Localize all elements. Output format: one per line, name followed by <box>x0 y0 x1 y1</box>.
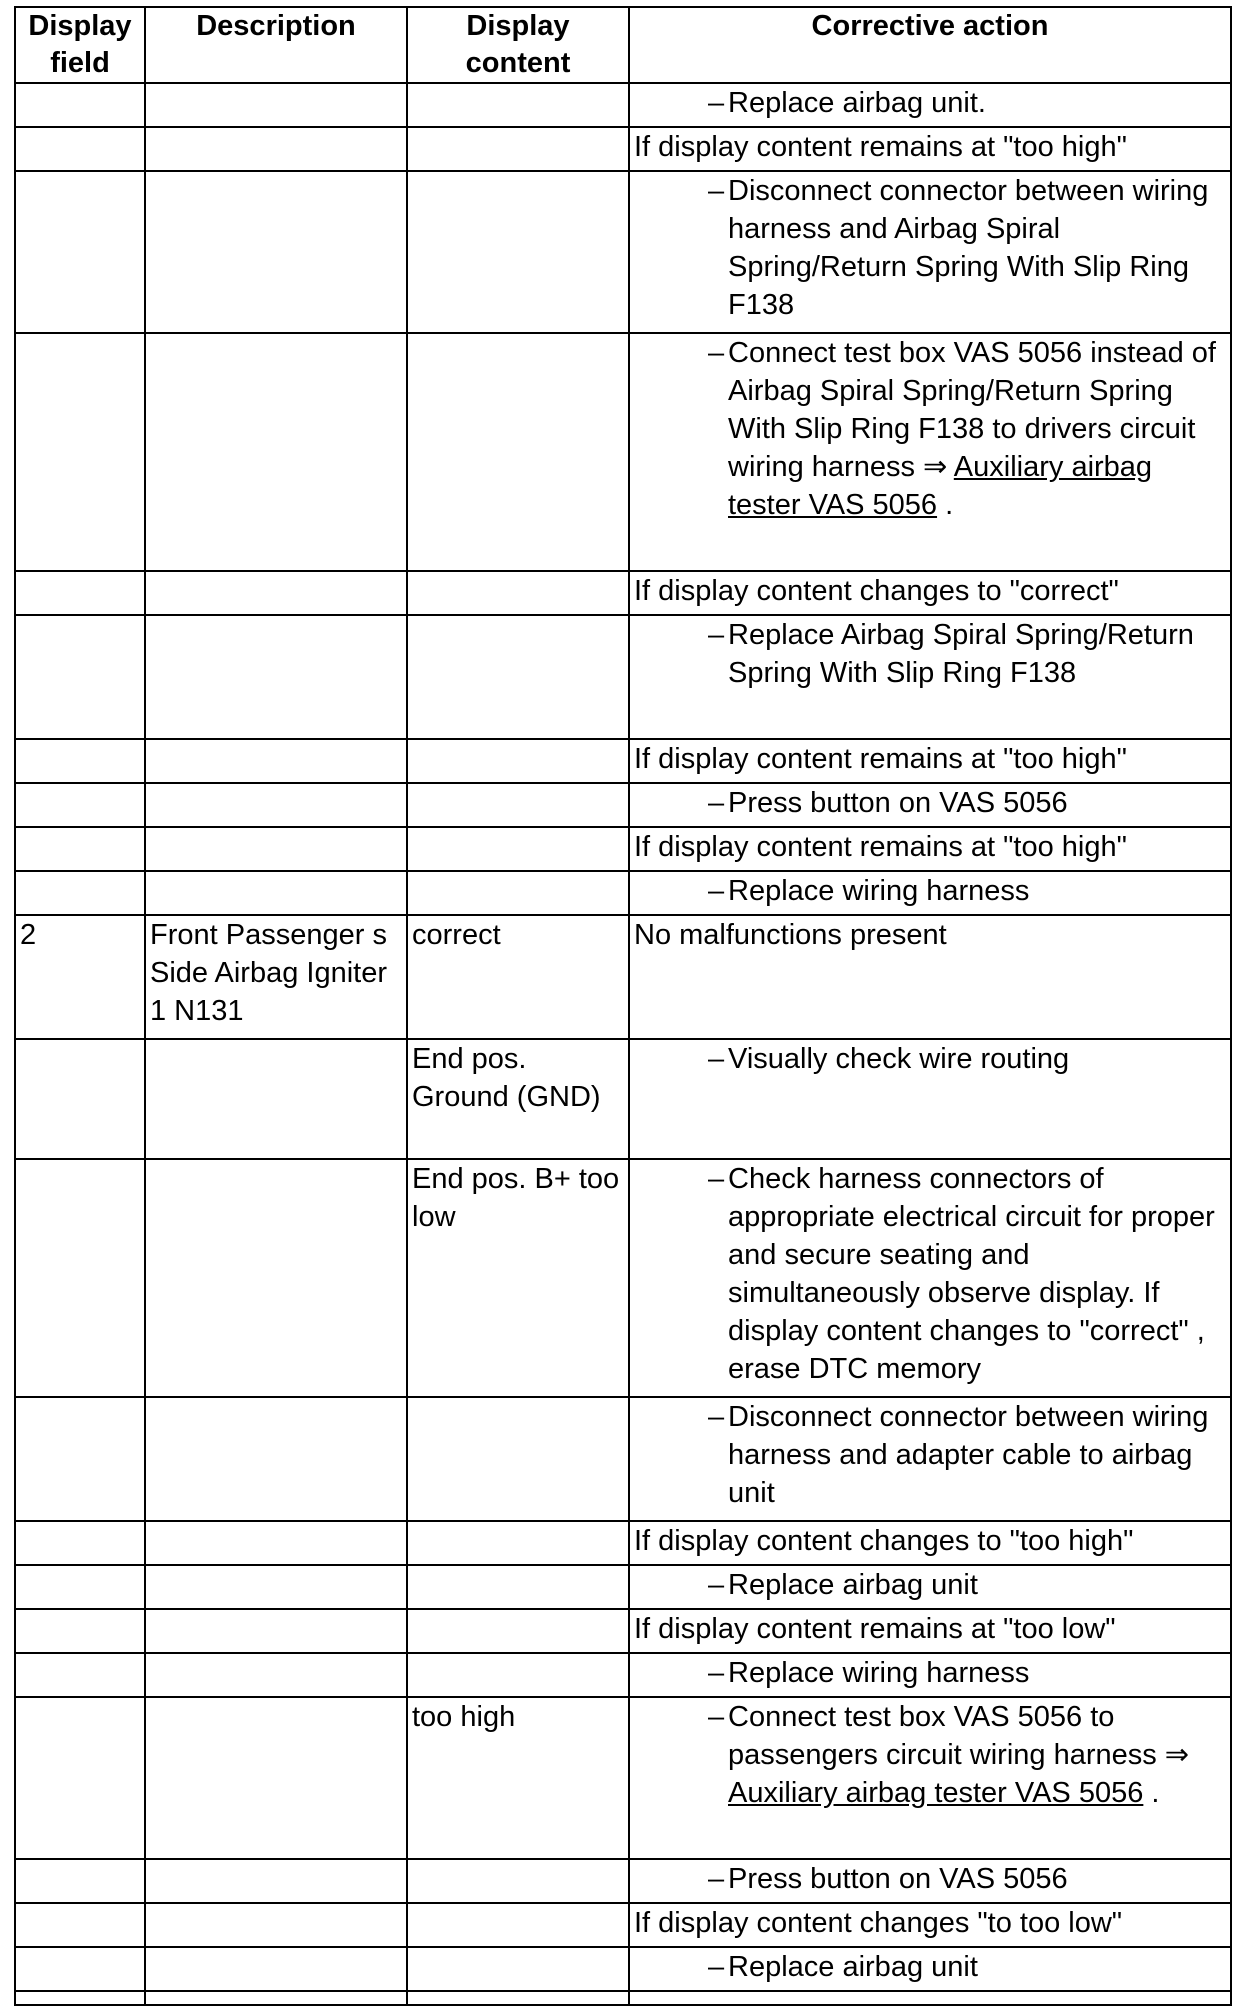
action-text: Press button on VAS 5056 <box>728 787 1068 819</box>
table-row <box>15 1159 1231 1397</box>
table-row <box>15 615 1231 739</box>
description-cell <box>145 615 407 739</box>
display-field-cell <box>15 83 145 127</box>
table-row <box>15 915 1231 1039</box>
display-content-cell <box>407 333 629 571</box>
table-row <box>15 871 1231 915</box>
description-cell <box>145 739 407 783</box>
action-text: If display content remains at "too low" <box>634 1613 1116 1645</box>
corrective-action-cell <box>629 1991 1231 2005</box>
step-dash: – <box>708 1043 725 1075</box>
display-field-cell: 2 <box>15 915 145 1039</box>
description-cell <box>145 1859 407 1903</box>
step-dash: – <box>708 1863 725 1895</box>
description-cell <box>145 127 407 171</box>
description-cell <box>145 827 407 871</box>
description-cell <box>145 1947 407 1991</box>
description-cell <box>145 1039 407 1159</box>
header-description: Description <box>145 7 407 83</box>
action-text: Replace airbag unit <box>728 1569 978 1601</box>
step-dash: – <box>708 175 725 207</box>
display-field-cell <box>15 171 145 333</box>
description-cell <box>145 1521 407 1565</box>
display-content-cell <box>407 615 629 739</box>
step-dash: – <box>708 1569 725 1601</box>
step-dash: – <box>708 1401 725 1433</box>
display-content-cell <box>407 571 629 615</box>
table-row <box>15 571 1231 615</box>
table-row <box>15 127 1231 171</box>
action-text: If display content changes to "too high" <box>634 1525 1134 1557</box>
display-content-cell <box>407 1397 629 1521</box>
description-cell <box>145 83 407 127</box>
display-field-cell <box>15 1609 145 1653</box>
display-content-cell <box>407 739 629 783</box>
display-content-cell <box>407 83 629 127</box>
step-dash: – <box>708 1657 725 1689</box>
description-cell <box>145 1697 407 1859</box>
display-content-cell <box>407 1859 629 1903</box>
table-row <box>15 1565 1231 1609</box>
description-cell <box>145 1159 407 1397</box>
action-text: Replace airbag unit. <box>728 87 986 119</box>
header-corrective-action: Corrective action <box>629 7 1231 83</box>
table-header-row <box>15 7 1231 83</box>
corrective-action-cell <box>629 1947 1231 1991</box>
display-field-cell <box>15 1947 145 1991</box>
action-text: If display content remains at "too high" <box>634 743 1127 775</box>
description-cell <box>145 1397 407 1521</box>
description-cell <box>145 1609 407 1653</box>
auxiliary-tester-link[interactable]: Auxiliary airbag tester VAS 5056 <box>728 1777 1144 1809</box>
step-dash: – <box>708 1701 725 1733</box>
display-content-cell <box>407 1991 629 2005</box>
corrective-action-cell <box>629 333 1231 571</box>
description-cell <box>145 1903 407 1947</box>
step-dash: – <box>708 1951 725 1983</box>
corrective-action-cell <box>629 1653 1231 1697</box>
step-dash: – <box>708 619 725 651</box>
display-content-cell <box>407 1609 629 1653</box>
display-content-cell: correct <box>407 915 629 1039</box>
action-text: Press button on VAS 5056 <box>728 1863 1068 1895</box>
display-content-cell <box>407 127 629 171</box>
description-cell <box>145 871 407 915</box>
table-row <box>15 827 1231 871</box>
corrective-action-cell <box>629 915 1231 1039</box>
action-text: Visually check wire routing <box>728 1043 1070 1075</box>
description-cell <box>145 1991 407 2005</box>
display-content-cell <box>407 1653 629 1697</box>
action-text: Connect test box VAS 5056 to passengers circuit wiring harness ⇒ <box>728 1701 1190 1771</box>
table-row <box>15 1947 1231 1991</box>
display-field-cell <box>15 615 145 739</box>
description-cell <box>145 1653 407 1697</box>
step-dash: – <box>708 787 725 819</box>
table-row <box>15 1859 1231 1903</box>
corrective-action-cell <box>629 83 1231 127</box>
corrective-action-cell <box>629 127 1231 171</box>
corrective-action-cell <box>629 871 1231 915</box>
action-text: No malfunctions present <box>634 919 947 951</box>
action-text: Replace wiring harness <box>728 1657 1030 1689</box>
table-row <box>15 171 1231 333</box>
display-content-cell <box>407 871 629 915</box>
corrective-action-cell <box>629 1039 1231 1159</box>
display-field-cell <box>15 1397 145 1521</box>
display-field-cell <box>15 1903 145 1947</box>
table-row <box>15 739 1231 783</box>
table-row <box>15 333 1231 571</box>
header-display-field: Display field <box>15 7 145 83</box>
table-row <box>15 1903 1231 1947</box>
display-field-cell <box>15 333 145 571</box>
table-row <box>15 1521 1231 1565</box>
display-field-cell <box>15 783 145 827</box>
display-content-cell <box>407 171 629 333</box>
display-content-cell: End pos. Ground (GND) <box>407 1039 629 1159</box>
corrective-action-cell <box>629 1565 1231 1609</box>
table-row <box>15 1397 1231 1521</box>
display-field-cell <box>15 1521 145 1565</box>
step-dash: – <box>708 875 725 907</box>
display-field-cell <box>15 1653 145 1697</box>
corrective-action-cell <box>629 1859 1231 1903</box>
display-content-cell <box>407 1565 629 1609</box>
display-field-cell <box>15 1697 145 1859</box>
table-row <box>15 1609 1231 1653</box>
display-field-cell <box>15 1565 145 1609</box>
description-cell <box>145 571 407 615</box>
corrective-action-cell <box>629 1159 1231 1397</box>
corrective-action-cell <box>629 1521 1231 1565</box>
auxiliary-tester-link[interactable]: Auxiliary airbag tester VAS 5056 <box>728 451 1153 521</box>
action-text: If display content remains at "too high" <box>634 831 1127 863</box>
action-text: Check harness connectors of appropriate electrical circuit for proper and secure seating and simultaneously observe display. If display content changes to "correct" , erase DTC memory <box>728 1163 1215 1385</box>
display-field-cell <box>15 1991 145 2005</box>
action-suffix: . <box>1143 1777 1160 1809</box>
corrective-action-cell <box>629 1697 1231 1859</box>
step-dash: – <box>708 87 725 119</box>
display-field-cell <box>15 1039 145 1159</box>
diagnosis-table <box>14 6 1232 2006</box>
display-content-cell <box>407 1903 629 1947</box>
action-text: If display content remains at "too high" <box>634 131 1127 163</box>
table-row <box>15 1653 1231 1697</box>
display-field-cell <box>15 127 145 171</box>
corrective-action-cell <box>629 783 1231 827</box>
corrective-action-cell <box>629 171 1231 333</box>
action-text: Replace Airbag Spiral Spring/Return Spring With Slip Ring F138 <box>728 619 1194 689</box>
display-content-cell <box>407 827 629 871</box>
corrective-action-cell <box>629 615 1231 739</box>
action-suffix: . <box>937 489 954 521</box>
description-cell <box>145 333 407 571</box>
action-text: Disconnect connector between wiring harness and adapter cable to airbag unit <box>728 1401 1209 1509</box>
table-row <box>15 783 1231 827</box>
table-row <box>15 1991 1231 2005</box>
step-dash: – <box>708 1163 725 1195</box>
step-dash: – <box>708 337 725 369</box>
action-text: If display content changes "to too low" <box>634 1907 1123 1939</box>
display-field-cell <box>15 827 145 871</box>
display-content-cell <box>407 1947 629 1991</box>
action-text: Replace airbag unit <box>728 1951 978 1983</box>
header-display-content: Display content <box>407 7 629 83</box>
action-text: Connect test box VAS 5056 instead of Airbag Spiral Spring/Return Spring With Slip Ring F138 to drivers circuit wiring harness ⇒ <box>728 337 1216 483</box>
corrective-action-cell <box>629 739 1231 783</box>
display-field-cell <box>15 739 145 783</box>
corrective-action-cell <box>629 1903 1231 1947</box>
action-text: Replace wiring harness <box>728 875 1030 907</box>
corrective-action-cell <box>629 1609 1231 1653</box>
description-cell: Front Passenger s Side Airbag Igniter 1 N131 <box>145 915 407 1039</box>
display-content-cell: too high <box>407 1697 629 1859</box>
display-field-cell <box>15 571 145 615</box>
table-row <box>15 1039 1231 1159</box>
description-cell <box>145 171 407 333</box>
display-content-cell: End pos. B+ too low <box>407 1159 629 1397</box>
action-text: If display content changes to "correct" <box>634 575 1119 607</box>
display-field-cell <box>15 1859 145 1903</box>
display-content-cell <box>407 1521 629 1565</box>
description-cell <box>145 1565 407 1609</box>
corrective-action-cell <box>629 827 1231 871</box>
display-content-cell <box>407 783 629 827</box>
display-field-cell <box>15 871 145 915</box>
description-cell <box>145 783 407 827</box>
display-field-cell <box>15 1159 145 1397</box>
corrective-action-cell <box>629 571 1231 615</box>
action-text: Disconnect connector between wiring harness and Airbag Spiral Spring/Return Spring With Slip Ring F138 <box>728 175 1209 321</box>
table-row <box>15 83 1231 127</box>
table-row <box>15 1697 1231 1859</box>
corrective-action-cell <box>629 1397 1231 1521</box>
